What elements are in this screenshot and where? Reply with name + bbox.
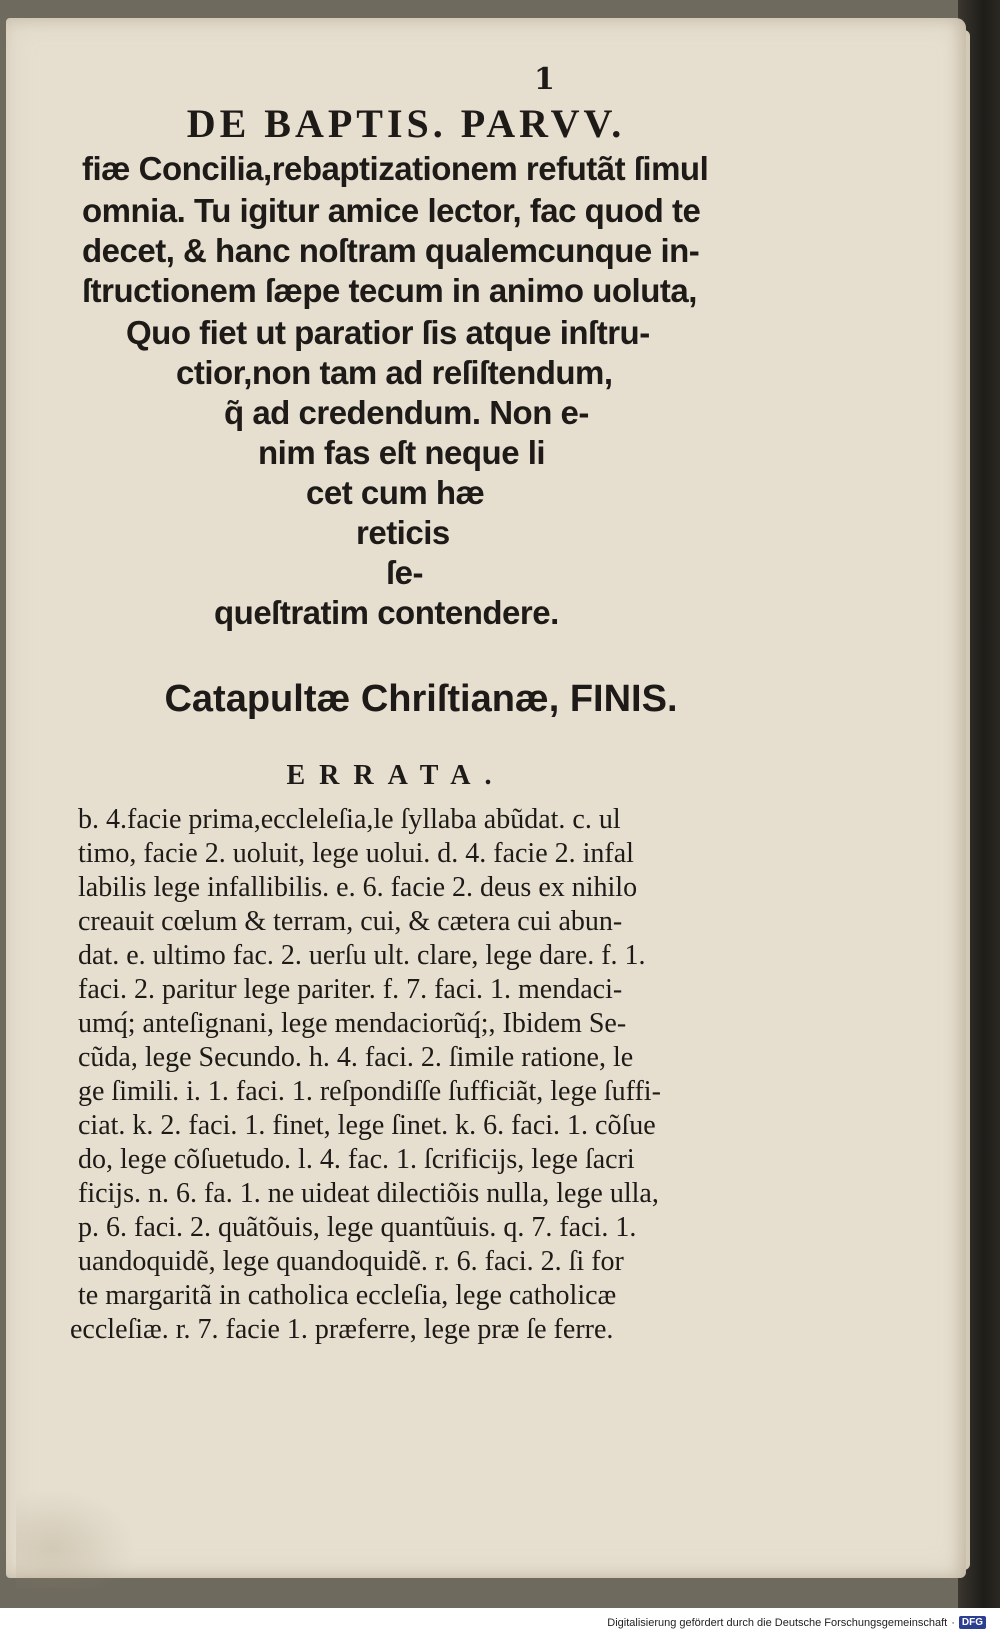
errata-line-3: labilis lege infallibilis. e. 6. facie 2. deus ex nihilo	[78, 872, 638, 903]
body-line-2: omnia. Tu igitur amice lector, fac quod te	[82, 192, 701, 229]
page-number: 1	[534, 62, 555, 97]
body-line-7: q̃ ad credendum. Non e-	[224, 394, 589, 431]
errata-line-13: p. 6. faci. 2. quãtõuis, lege quantũuis. q. 7. faci. 1.	[78, 1212, 637, 1243]
errata-line-12: ficijs. n. 6. fa. 1. ne uideat dilectiõis nulla, lege ulla,	[78, 1178, 659, 1209]
errata-line-10: ciat. k. 2. faci. 1. finet, lege ſinet. k. 6. faci. 1. cõſue	[78, 1110, 656, 1141]
errata-line-11: do, lege cõſuetudo. l. 4. fac. 1. ſcrificijs, lege ſacri	[78, 1144, 635, 1175]
body-line-6: ctior,non tam ad reſiſtendum,	[176, 354, 613, 391]
body-line-12: queſtratim contendere.	[214, 594, 559, 631]
errata-heading: ERRATA.	[286, 760, 506, 791]
body-line-3: decet, & hanc noſtram qualemcunque in-	[82, 232, 700, 269]
errata-line-16: eccleſiæ. r. 7. facie 1. præferre, lege præ ſe ferre.	[70, 1314, 614, 1345]
body-line-9: cet cum hæ	[306, 474, 485, 511]
errata-line-6: faci. 2. paritur lege pariter. f. 7. faci. 1. mendaci-	[78, 974, 623, 1005]
errata-line-15: te margaritã in catholica eccleſia, lege catholicæ	[78, 1280, 617, 1311]
errata-line-8: cũda, lege Secundo. h. 4. faci. 2. ſimile ratione, le	[78, 1042, 634, 1073]
body-line-4: ſtructionem ſæpe tecum in animo uoluta,	[82, 272, 697, 309]
footer-separator: ·	[951, 1616, 955, 1629]
errata-line-14: uandoquidẽ, lege quandoquidẽ. r. 6. faci. 2. ſi for	[78, 1246, 624, 1277]
footer-text: Digitalisierung gefördert durch die Deutsche Forschungsgemeinschaft	[607, 1616, 948, 1629]
running-head: DE BAPTIS. PARVV.	[186, 101, 626, 146]
body-line-5: Quo fiet ut paratior ſis atque inſtru-	[126, 314, 650, 351]
errata-line-2: timo, facie 2. uoluit, lege uolui. d. 4. facie 2. infal	[78, 838, 634, 869]
body-line-11: ſe-	[386, 554, 424, 591]
book-page	[6, 18, 966, 1578]
finis-line: Catapultæ Chriſtianæ, FINIS.	[164, 678, 678, 720]
page-stain	[16, 1488, 136, 1588]
errata-line-7: umq́; anteſignani, lege mendaciorũq́;, Ibidem Se-	[78, 1008, 627, 1039]
dfg-logo: DFG	[959, 1616, 986, 1629]
body-line-10: reticis	[356, 514, 450, 551]
errata-line-9: ge ſimili. i. 1. faci. 1. reſpondiſſe ſufficiãt, lege ſuffi-	[78, 1076, 661, 1107]
body-line-8: nim fas eſt neque li	[258, 434, 546, 471]
errata-line-5: dat. e. ultimo fac. 2. uerſu ult. clare, lege dare. f. 1.	[78, 940, 646, 971]
body-line-1: fiæ Concilia,rebaptizationem refutãt ſimul	[82, 150, 709, 187]
digitization-footer	[607, 1616, 986, 1629]
errata-line-1: b. 4.facie prima,eccleleſia,le ſyllaba abũdat. c. ul	[78, 804, 621, 835]
errata-line-4: creauit cœlum & terram, cui, & cætera cui abun-	[78, 906, 623, 937]
